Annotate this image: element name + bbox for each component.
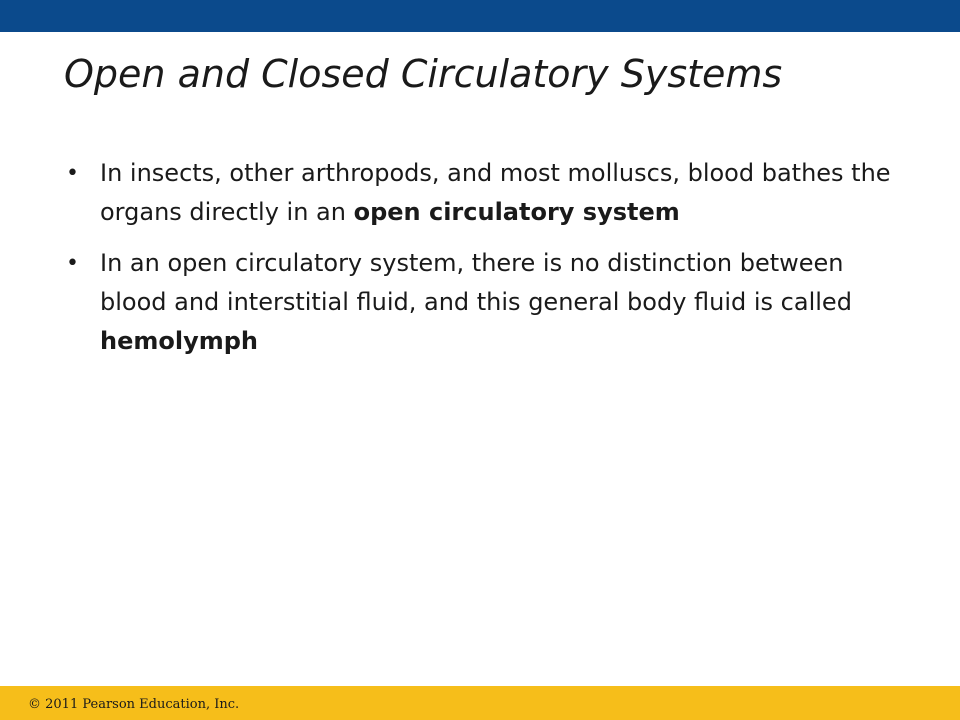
- copyright-text: © 2011 Pearson Education, Inc.: [28, 697, 240, 712]
- header-bar: [0, 0, 960, 32]
- bullet-text-segment: In an open circulatory system, there is no distinction between blood and interstitial fluid, and this general body fluid is called: [100, 249, 852, 316]
- bullet-text-segment: In insects, other arthropods, and most molluscs, blood bathes the organs directly in an: [100, 159, 891, 226]
- bullet-bold-term: open circulatory system: [353, 198, 680, 226]
- bullet-list: [64, 154, 904, 373]
- bullet-text: [100, 244, 904, 361]
- slide-title: Open and Closed Circulatory Systems: [64, 52, 783, 96]
- bullet-item: [64, 154, 904, 232]
- bullet-text: [100, 154, 904, 232]
- bullet-marker: •: [66, 161, 79, 186]
- bullet-item: [64, 244, 904, 361]
- bullet-bold-term: hemolymph: [100, 327, 259, 355]
- bullet-marker: •: [66, 251, 79, 276]
